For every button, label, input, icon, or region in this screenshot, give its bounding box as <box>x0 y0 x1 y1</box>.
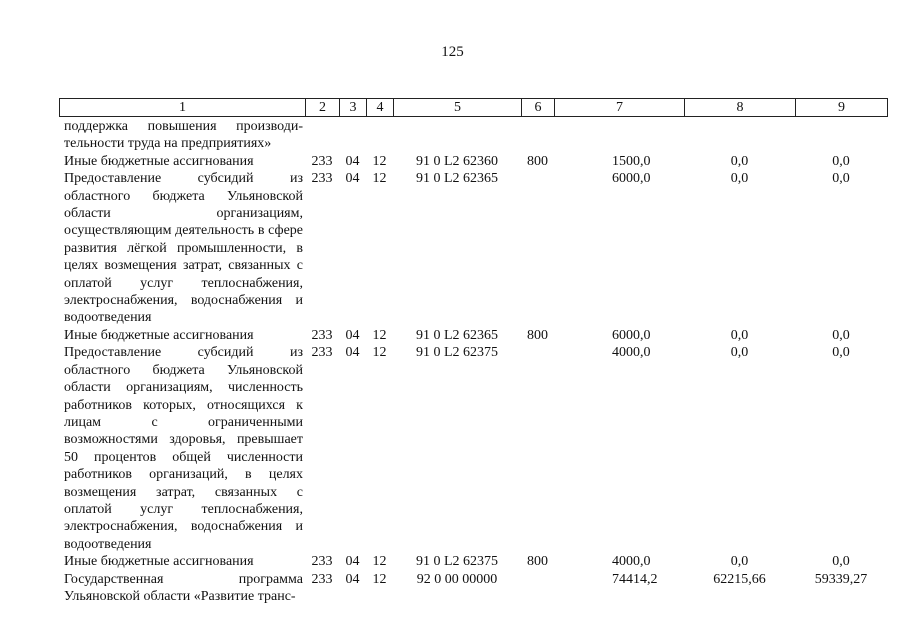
row-name: Иные бюджетные ассигнования <box>64 554 254 570</box>
row-code-4: 12 <box>372 171 387 187</box>
row-code-3: 04 <box>345 153 360 169</box>
row-code-2: 233 <box>311 153 333 169</box>
row-code-2 <box>305 118 339 153</box>
row-code-5: 91 0 L2 62375 <box>415 345 499 361</box>
row-code-6 <box>521 571 554 606</box>
column-header-7: 7 <box>555 99 685 117</box>
row-code-6 <box>521 344 554 553</box>
row-name: Иные бюджетные ассигнования <box>64 327 254 343</box>
budget-table <box>59 118 887 605</box>
row-name: Предоставление субсидий из областного бюджета Ульяновской области организациям, осуществляющим деятельность в сфере развития лёгкой промышленности, в целях возмещения затрат, связанных с оплатой услуг теплоснабжения, электроснабжения, водоснабжения и водоотведения <box>64 171 303 326</box>
row-code-2: 233 <box>311 554 333 570</box>
table-row <box>59 571 887 606</box>
row-code-3: 04 <box>345 345 360 361</box>
row-code-6: 800 <box>527 554 548 570</box>
row-code-2: 233 <box>311 327 333 343</box>
column-header-8: 8 <box>685 99 796 117</box>
row-code-2: 233 <box>311 571 333 587</box>
column-header-2: 2 <box>306 99 340 117</box>
row-code-6 <box>521 170 554 327</box>
row-code-4: 12 <box>372 153 387 169</box>
row-code-2: 233 <box>311 345 333 361</box>
row-name: поддержка повышения производи-тельности труда на предприятиях» <box>64 119 303 152</box>
column-header-4: 4 <box>367 99 394 117</box>
column-header-9: 9 <box>796 99 888 117</box>
row-amount-8: 0,0 <box>730 153 749 169</box>
table-row <box>59 118 887 153</box>
row-amount-9: 0,0 <box>832 171 850 187</box>
column-header-5: 5 <box>394 99 522 117</box>
row-amount-9 <box>795 118 887 153</box>
column-header-row <box>59 98 888 117</box>
column-header-1: 1 <box>60 99 306 117</box>
row-amount-9: 0,0 <box>832 327 850 343</box>
table-row <box>59 327 887 344</box>
row-code-5: 92 0 00 00000 <box>416 571 498 587</box>
row-code-2: 233 <box>311 171 333 187</box>
row-amount-7: 6000,0 <box>612 171 651 187</box>
row-amount-7: 4000,0 <box>612 345 651 361</box>
row-code-4 <box>366 118 393 153</box>
row-amount-7: 1500,0 <box>612 153 651 169</box>
row-name: Иные бюджетные ассигнования <box>64 153 254 169</box>
row-code-5: 91 0 L2 62365 <box>415 327 499 343</box>
row-code-4: 12 <box>372 345 387 361</box>
row-amount-8: 0,0 <box>730 171 749 187</box>
row-code-4: 12 <box>372 327 387 343</box>
row-amount-8: 0,0 <box>730 345 749 361</box>
row-amount-7: 6000,0 <box>612 327 651 343</box>
row-code-5: 91 0 L2 62360 <box>415 153 499 169</box>
row-amount-8: 62215,66 <box>713 571 766 587</box>
row-code-6 <box>521 118 554 153</box>
table-row <box>59 553 887 570</box>
row-code-4: 12 <box>372 554 387 570</box>
row-code-3: 04 <box>345 327 360 343</box>
table-row <box>59 170 887 327</box>
row-amount-9: 0,0 <box>832 345 850 361</box>
row-amount-8: 0,0 <box>730 327 749 343</box>
table-row <box>59 153 887 170</box>
row-code-5: 91 0 L2 62375 <box>415 554 499 570</box>
row-amount-7: 74414,2 <box>612 571 658 587</box>
column-header-3: 3 <box>340 99 367 117</box>
row-amount-9: 0,0 <box>832 554 850 570</box>
row-name: Государственная программа Ульяновской области «Развитие транс- <box>64 571 303 604</box>
row-code-3: 04 <box>345 171 360 187</box>
table-row <box>59 344 887 553</box>
row-amount-8: 0,0 <box>730 554 749 570</box>
row-code-4: 12 <box>372 571 387 587</box>
row-amount-7: 4000,0 <box>612 554 651 570</box>
column-header-6: 6 <box>522 99 555 117</box>
row-code-3: 04 <box>345 571 360 587</box>
row-code-3 <box>339 118 366 153</box>
row-code-5: 91 0 L2 62365 <box>415 171 499 187</box>
row-code-3: 04 <box>345 554 360 570</box>
row-amount-9: 0,0 <box>832 153 850 169</box>
row-amount-7 <box>554 118 684 153</box>
row-amount-8 <box>684 118 795 153</box>
row-name: Предоставление субсидий из областного бюджета Ульяновской области организациям, численность работников которых, относящихся к лицам с ограниченными возможностями здоровья, превышает 50 процентов общей численности работников организаций, в целях возмещения затрат, связанных с оплатой услуг теплоснабжения, электроснабжения, водоснабжения и водоотведения <box>64 345 303 552</box>
row-code-5 <box>393 118 521 153</box>
row-code-6: 800 <box>527 327 548 343</box>
row-amount-9: 59339,27 <box>814 571 868 587</box>
page-number: 125 <box>441 44 464 60</box>
row-code-6: 800 <box>527 153 548 169</box>
